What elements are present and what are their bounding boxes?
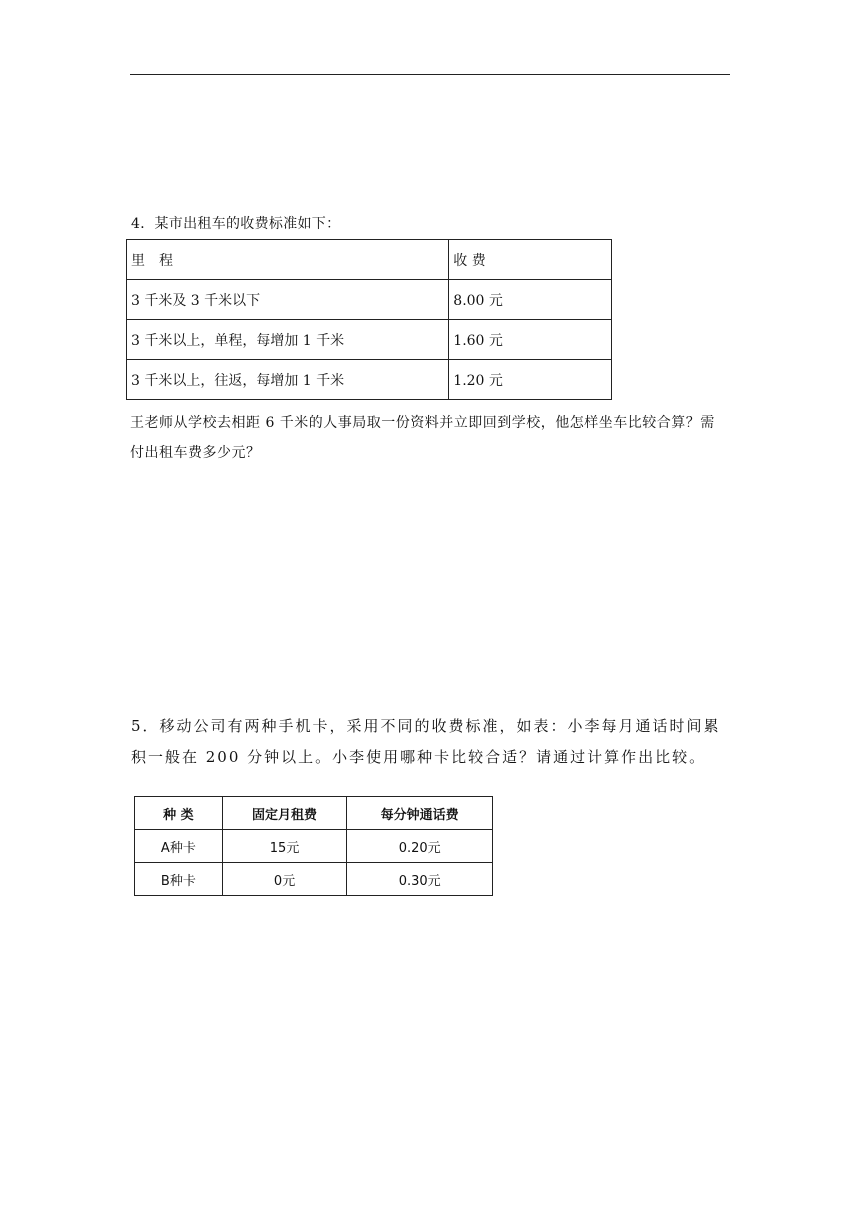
table-row [127, 360, 612, 400]
table-cell: 1.20 元 [449, 360, 612, 400]
table-cell: 3 千米以上，往返，每增加 1 千米 [127, 360, 449, 400]
question-5-line-2: 积一般在 200 分钟以上。小李使用哪种卡比较合适？请通过计算作出比较。 [131, 748, 707, 766]
taxi-fare-table [126, 239, 612, 400]
question-4-title: 4．某市出租车的收费标准如下： [131, 216, 341, 232]
header-rule [130, 74, 730, 75]
table-row [127, 280, 612, 320]
table-cell: 8.00 元 [449, 280, 612, 320]
table-row [135, 863, 493, 896]
header-fee: 收 费 [449, 240, 612, 280]
table-cell: 3 千米以上，单程，每增加 1 千米 [127, 320, 449, 360]
header-per-minute-fee: 每分钟通话费 [347, 797, 493, 830]
question-4-line-1: 王老师从学校去相距 6 千米的人事局取一份资料并立即回到学校，他怎样坐车比较合算？需 [130, 415, 715, 431]
table-row [127, 320, 612, 360]
table-cell: 1.60 元 [449, 320, 612, 360]
phone-card-table [134, 796, 493, 896]
table-cell: 0.20元 [347, 830, 493, 863]
table-cell: 0元 [222, 863, 347, 896]
table-cell: 3 千米及 3 千米以下 [127, 280, 449, 320]
table-cell: 15元 [222, 830, 347, 863]
table-header-row [127, 240, 612, 280]
table-row [135, 830, 493, 863]
table-cell: A种卡 [135, 830, 223, 863]
question-5-line-1: 5．移动公司有两种手机卡，采用不同的收费标准，如表：小李每月通话时间累 [131, 717, 721, 735]
question-5-text [131, 711, 733, 773]
header-type: 种 类 [135, 797, 223, 830]
header-monthly-fee: 固定月租费 [222, 797, 347, 830]
table-header-row [135, 797, 493, 830]
question-4-line-2: 付出租车费多少元？ [130, 445, 261, 461]
table-cell: 0.30元 [347, 863, 493, 896]
header-distance: 里 程 [127, 240, 449, 280]
table-cell: B种卡 [135, 863, 223, 896]
question-4-text [130, 408, 732, 468]
